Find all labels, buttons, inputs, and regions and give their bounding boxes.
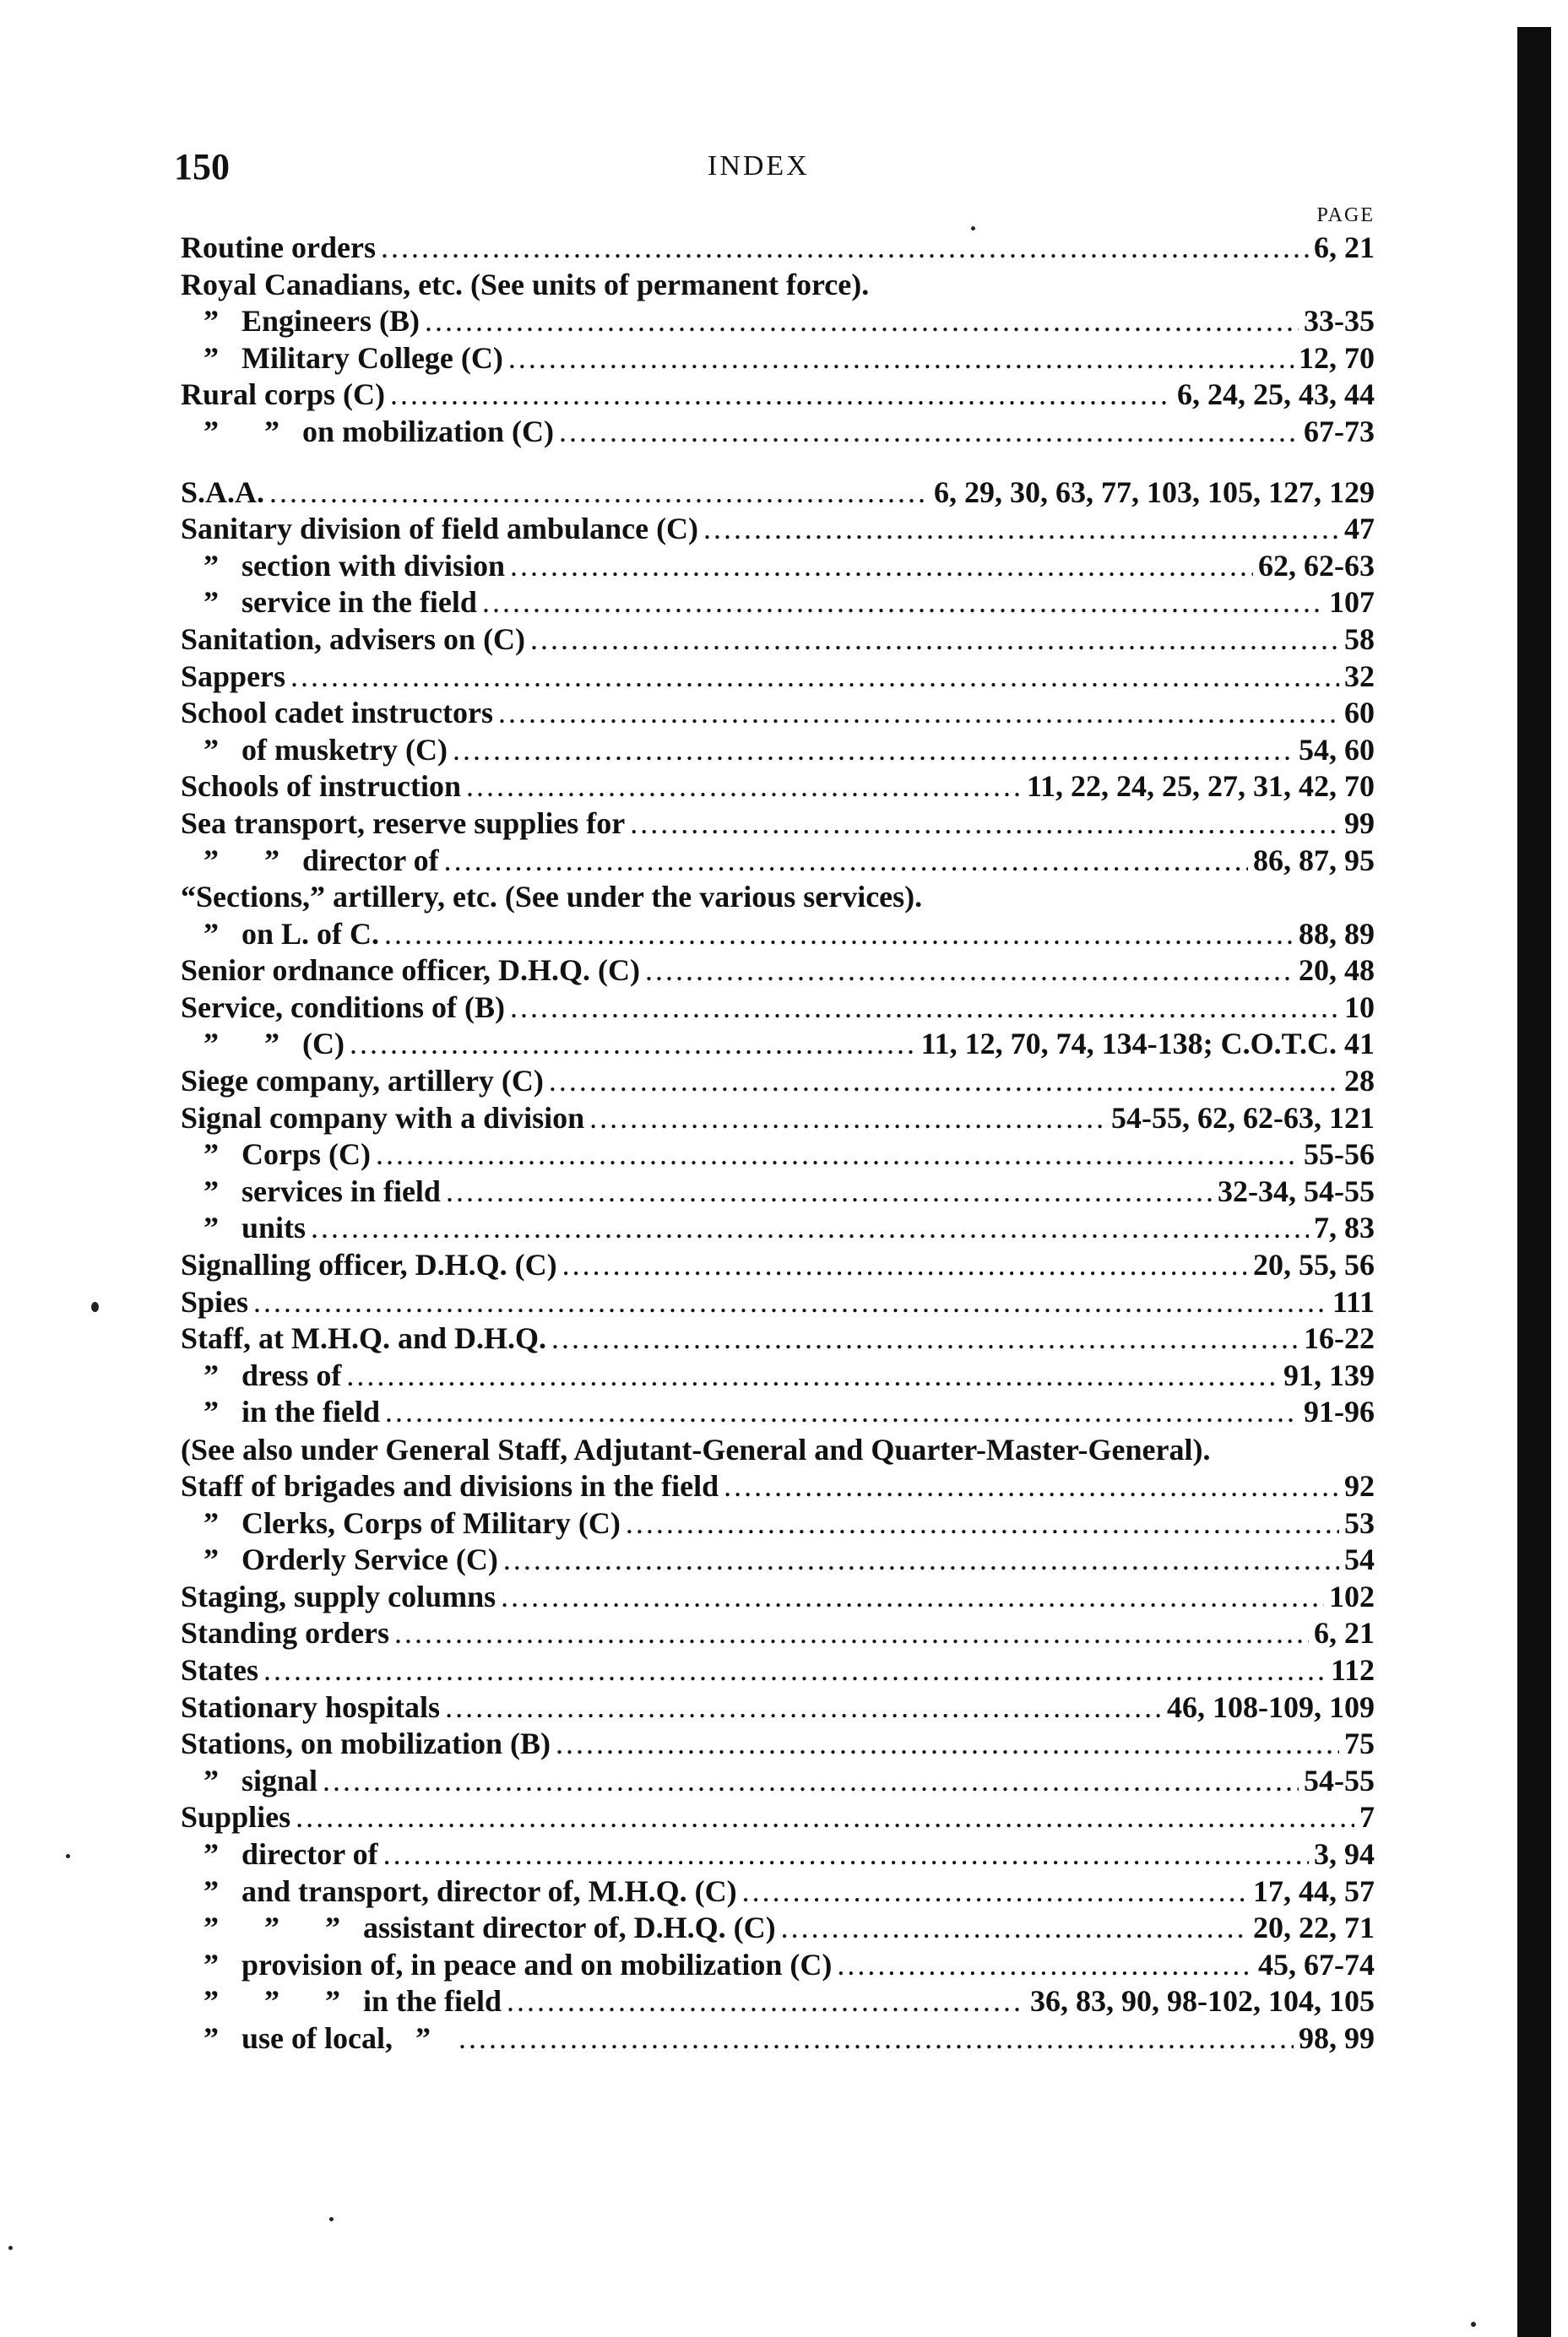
entry-label: Sanitary division of field ambulance (C) [181, 512, 699, 546]
dot-leader [384, 916, 1294, 952]
index-subentry [181, 732, 1375, 769]
index-entry [181, 1063, 1375, 1100]
ditto-mark: ” [203, 1174, 219, 1208]
dot-leader [263, 1652, 1326, 1688]
dot-leader [376, 1136, 1299, 1172]
entry-label: Supplies [181, 1800, 291, 1835]
ditto-mark: ” [203, 1027, 219, 1061]
entry-label: Service, conditions of (B) [181, 990, 505, 1024]
index-subentry [181, 1505, 1375, 1543]
index-subentry [181, 340, 1375, 377]
ditto-mark: ” [264, 1911, 279, 1945]
entry-label: Sea transport, reserve supplies for [181, 805, 626, 840]
entry-pages: 91-96 [1304, 1395, 1375, 1429]
ditto-mark: ” [264, 414, 279, 448]
dot-leader [482, 584, 1324, 620]
dot-leader [530, 621, 1339, 657]
dot-leader [453, 732, 1294, 767]
index-subentry [181, 916, 1375, 953]
dot-leader [390, 377, 1172, 412]
dot-leader [311, 1210, 1309, 1245]
entry-label: S.A.A. [181, 474, 265, 509]
index-note [181, 1431, 1375, 1468]
entry-label: section with division [241, 548, 506, 583]
ditto-mark: ” [203, 304, 219, 339]
dot-leader [510, 548, 1253, 583]
index-entry [181, 952, 1375, 990]
entry-pages: 6, 21 [1314, 230, 1375, 264]
entry-pages: 16-22 [1304, 1321, 1375, 1356]
entry-pages: 53 [1344, 1505, 1375, 1540]
index-entry [181, 230, 1375, 267]
ditto-mark: ” [264, 1984, 279, 2019]
dot-leader [626, 1505, 1339, 1541]
entry-label: Military College (C) [241, 340, 503, 375]
dot-leader [549, 1063, 1339, 1098]
entry-label: dress of [241, 1358, 342, 1392]
index-subentry [181, 1358, 1375, 1395]
entry-pages: 12, 70 [1299, 340, 1375, 375]
dot-leader [444, 843, 1248, 878]
dot-leader [425, 303, 1299, 339]
entry-label: Siege company, artillery (C) [181, 1064, 544, 1098]
entry-label: Staff, at M.H.Q. and D.H.Q. [181, 1321, 547, 1356]
entry-pages: 54-55 [1304, 1763, 1375, 1797]
print-speck [1471, 2322, 1476, 2327]
running-head: INDEX [708, 150, 810, 182]
dot-leader [508, 340, 1294, 376]
index-entry [181, 1799, 1375, 1836]
entry-label: assistant director of, D.H.Q. (C) [363, 1911, 776, 1945]
index-entry [181, 695, 1375, 732]
dot-leader [466, 768, 1022, 804]
ditto-mark: ” [203, 1984, 219, 2019]
index-subentry [181, 2020, 1375, 2058]
ditto-mark: ” [203, 732, 219, 767]
entry-pages: 17, 44, 57 [1253, 1873, 1375, 1908]
entry-label: director of [241, 1836, 378, 1871]
entry-pages: 7 [1359, 1800, 1375, 1835]
index-subentry [181, 1983, 1375, 2020]
entry-pages: 111 [1332, 1284, 1375, 1319]
index-entry [181, 1468, 1375, 1505]
entry-label: Staging, supply columns [181, 1579, 496, 1613]
page-number: 150 [174, 146, 230, 187]
dot-leader [559, 414, 1299, 449]
index-entry [181, 990, 1375, 1027]
index-entry [181, 1615, 1375, 1652]
ditto-mark: ” [203, 1836, 219, 1871]
entry-label: Senior ordnance officer, D.H.Q. (C) [181, 953, 640, 988]
index-entry [181, 805, 1375, 843]
entry-pages: 55-56 [1304, 1137, 1375, 1172]
entry-pages: 112 [1330, 1652, 1375, 1687]
entry-label: (C) [302, 1027, 345, 1061]
entry-label: Standing orders [181, 1616, 390, 1651]
index-entry [181, 1652, 1375, 1689]
dot-leader [350, 1026, 916, 1061]
ditto-mark: ” [203, 585, 219, 620]
ditto-mark: ” [203, 1873, 219, 1908]
index-subentry [181, 1873, 1375, 1911]
entry-pages: 92 [1344, 1469, 1375, 1503]
dot-leader [498, 695, 1339, 730]
entry-label: “Sections,” artillery, etc. (See under the various services). [181, 880, 923, 914]
dot-leader [290, 659, 1339, 694]
index-subentry [181, 1394, 1375, 1431]
ditto-mark: ” [203, 1358, 219, 1392]
entry-pages: 47 [1344, 512, 1375, 546]
index-subentry [181, 843, 1375, 880]
dot-leader [503, 1542, 1339, 1577]
index-subentry [181, 303, 1375, 340]
entry-label: Engineers (B) [241, 304, 420, 339]
entry-pages: 20, 55, 56 [1253, 1248, 1375, 1282]
index-entry [181, 1100, 1375, 1137]
index-entry [181, 659, 1375, 696]
entry-label: Schools of instruction [181, 769, 462, 804]
print-speck [329, 2217, 334, 2221]
entry-pages: 54-55, 62, 62-63, 121 [1111, 1100, 1375, 1135]
dot-leader [446, 1174, 1213, 1209]
entry-label: School cadet instructors [181, 696, 493, 730]
dot-leader [385, 1394, 1299, 1429]
entry-pages: 62, 62-63 [1258, 548, 1375, 583]
ditto-mark: ” [203, 1911, 219, 1945]
entry-pages: 88, 89 [1299, 916, 1375, 951]
entry-label: of musketry (C) [241, 732, 448, 767]
print-speck [91, 1302, 99, 1312]
entry-pages: 11, 22, 24, 25, 27, 31, 42, 70 [1026, 769, 1375, 804]
index-subentry [181, 414, 1375, 451]
ditto-mark: ” [203, 916, 219, 951]
entry-pages: 54, 60 [1299, 732, 1375, 767]
index-subentry [181, 1026, 1375, 1063]
entry-label: on L. of C. [241, 916, 380, 951]
entry-pages: 99 [1344, 805, 1375, 840]
entry-label: in the field [241, 1395, 381, 1429]
index-entry [181, 879, 1375, 916]
index-entry [181, 1247, 1375, 1284]
entry-pages: 32 [1344, 659, 1375, 693]
entry-label: Stationary hospitals [181, 1689, 441, 1724]
entry-pages: 67-73 [1304, 414, 1375, 448]
entry-pages: 54 [1344, 1543, 1375, 1577]
entry-label: in the field [363, 1984, 502, 2019]
dot-leader [458, 2020, 1294, 2056]
dot-leader [645, 952, 1294, 988]
entry-pages: 102 [1329, 1579, 1375, 1613]
index-entry [181, 1689, 1375, 1727]
index-entry [181, 1320, 1375, 1358]
entry-pages: 91, 139 [1283, 1358, 1375, 1392]
entry-label: Corps (C) [241, 1137, 371, 1172]
dot-leader [507, 1983, 1025, 2019]
index-subentry [181, 1947, 1375, 1984]
dot-leader [589, 1100, 1106, 1136]
ditto-mark: ” [203, 1947, 219, 1982]
index-subentry [181, 1836, 1375, 1873]
index-entry [181, 621, 1375, 659]
entry-label: director of [302, 843, 439, 877]
ditto-mark: ” [203, 2020, 219, 2055]
ditto-mark: ” [203, 1395, 219, 1429]
dot-leader [381, 230, 1309, 265]
entry-pages: 45, 67-74 [1258, 1947, 1375, 1982]
dot-leader [630, 805, 1339, 841]
dot-leader [501, 1579, 1324, 1614]
dot-leader [781, 1910, 1248, 1945]
entry-pages: 107 [1329, 585, 1375, 620]
entry-label: use of local, [241, 2020, 393, 2055]
entry-pages: 7, 83 [1314, 1211, 1375, 1245]
ditto-mark: ” [415, 2020, 431, 2055]
entry-label: on mobilization (C) [302, 414, 555, 448]
ditto-mark: ” [325, 1984, 340, 2019]
index-entry [181, 768, 1375, 805]
entry-pages: 36, 83, 90, 98-102, 104, 105 [1030, 1984, 1375, 2019]
dot-leader [703, 511, 1339, 546]
entry-pages: 58 [1344, 621, 1375, 656]
entry-label: service in the field [241, 585, 477, 620]
entry-pages: 20, 48 [1299, 953, 1375, 988]
ditto-mark: ” [203, 340, 219, 375]
ditto-mark: ” [264, 843, 279, 877]
entry-pages: 86, 87, 95 [1253, 843, 1375, 877]
entry-label: Spies [181, 1284, 249, 1319]
entry-label: (See also under General Staff, Adjutant-General and Quarter-Master-General). [181, 1433, 1211, 1467]
ditto-mark: ” [203, 1211, 219, 1245]
ditto-mark: ” [203, 1137, 219, 1172]
entry-pages: 28 [1344, 1064, 1375, 1098]
entry-label: Clerks, Corps of Military (C) [241, 1505, 621, 1540]
dot-leader [445, 1689, 1162, 1725]
index-entry [181, 267, 1375, 304]
ditto-mark: ” [203, 1505, 219, 1540]
dot-leader [556, 1726, 1339, 1761]
entry-label: and transport, director of, M.H.Q. (C) [241, 1873, 737, 1908]
index-subentry [181, 1136, 1375, 1174]
index-subentry [181, 584, 1375, 621]
index-subentry [181, 1174, 1375, 1211]
entry-label: signal [241, 1763, 318, 1797]
entry-label: Orderly Service (C) [241, 1543, 498, 1577]
entry-pages: 6, 29, 30, 63, 77, 103, 105, 127, 129 [934, 474, 1375, 509]
page-edge-shadow [1517, 27, 1551, 2337]
dot-leader [296, 1799, 1354, 1835]
entry-label: Sappers [181, 659, 286, 693]
entry-label: States [181, 1652, 258, 1687]
dot-leader [562, 1247, 1248, 1282]
entry-label: services in field [241, 1174, 441, 1208]
entry-pages: 6, 24, 25, 43, 44 [1177, 377, 1375, 412]
index-subentry [181, 1910, 1375, 1947]
index-entry [181, 1284, 1375, 1321]
ditto-mark: ” [203, 548, 219, 583]
dot-leader [742, 1873, 1248, 1909]
entry-pages: 10 [1344, 990, 1375, 1024]
entry-pages: 11, 12, 70, 74, 134-138; C.O.T.C. 41 [920, 1027, 1375, 1061]
ditto-mark: ” [203, 414, 219, 448]
dot-leader [394, 1615, 1309, 1651]
ditto-mark: ” [203, 1763, 219, 1797]
entry-label: Stations, on mobilization (B) [181, 1727, 551, 1761]
index-subentry [181, 548, 1375, 585]
index-entry [181, 474, 1375, 512]
entry-pages: 20, 22, 71 [1253, 1911, 1375, 1945]
dot-leader [551, 1320, 1299, 1356]
index-entry [181, 1726, 1375, 1763]
dot-leader [383, 1836, 1309, 1872]
entry-label: Rural corps (C) [181, 377, 385, 412]
index-entries [181, 230, 1375, 2058]
entry-label: Signalling officer, D.H.Q. (C) [181, 1248, 557, 1282]
entry-pages: 6, 21 [1314, 1616, 1375, 1651]
index-subentry [181, 1763, 1375, 1800]
ditto-mark: ” [203, 843, 219, 877]
entry-label: units [241, 1211, 307, 1245]
page-column-label: PAGE [1316, 204, 1375, 226]
entry-label: Signal company with a division [181, 1100, 585, 1135]
index-entry [181, 1579, 1375, 1616]
entry-pages: 32-34, 54-55 [1218, 1174, 1375, 1208]
entry-label: Routine orders [181, 230, 376, 264]
dot-leader [323, 1763, 1299, 1798]
dot-leader [724, 1468, 1339, 1504]
index-entry [181, 511, 1375, 548]
ditto-mark: ” [325, 1911, 340, 1945]
dot-leader [510, 990, 1339, 1025]
print-speck [66, 1854, 70, 1858]
entry-label: Royal Canadians, etc. (See units of permanent force). [181, 267, 870, 301]
index-entry [181, 377, 1375, 414]
index-subentry [181, 1210, 1375, 1247]
print-speck [8, 2246, 13, 2250]
dot-leader [269, 474, 929, 510]
entry-pages: 46, 108-109, 109 [1167, 1689, 1375, 1724]
entry-pages: 3, 94 [1314, 1836, 1375, 1871]
entry-pages: 33-35 [1304, 304, 1375, 339]
entry-pages: 75 [1344, 1727, 1375, 1761]
index-subentry [181, 1542, 1375, 1579]
ditto-mark: ” [264, 1027, 279, 1061]
dot-leader [346, 1358, 1278, 1393]
ditto-mark: ” [203, 1543, 219, 1577]
entry-label: Sanitation, advisers on (C) [181, 621, 526, 656]
dot-leader [837, 1947, 1253, 1982]
entry-label: Staff of brigades and divisions in the field [181, 1469, 719, 1503]
entry-pages: 60 [1344, 696, 1375, 730]
dot-leader [253, 1284, 1327, 1320]
entry-pages: 98, 99 [1299, 2020, 1375, 2055]
entry-label: provision of, in peace and on mobilization (C) [241, 1947, 833, 1982]
